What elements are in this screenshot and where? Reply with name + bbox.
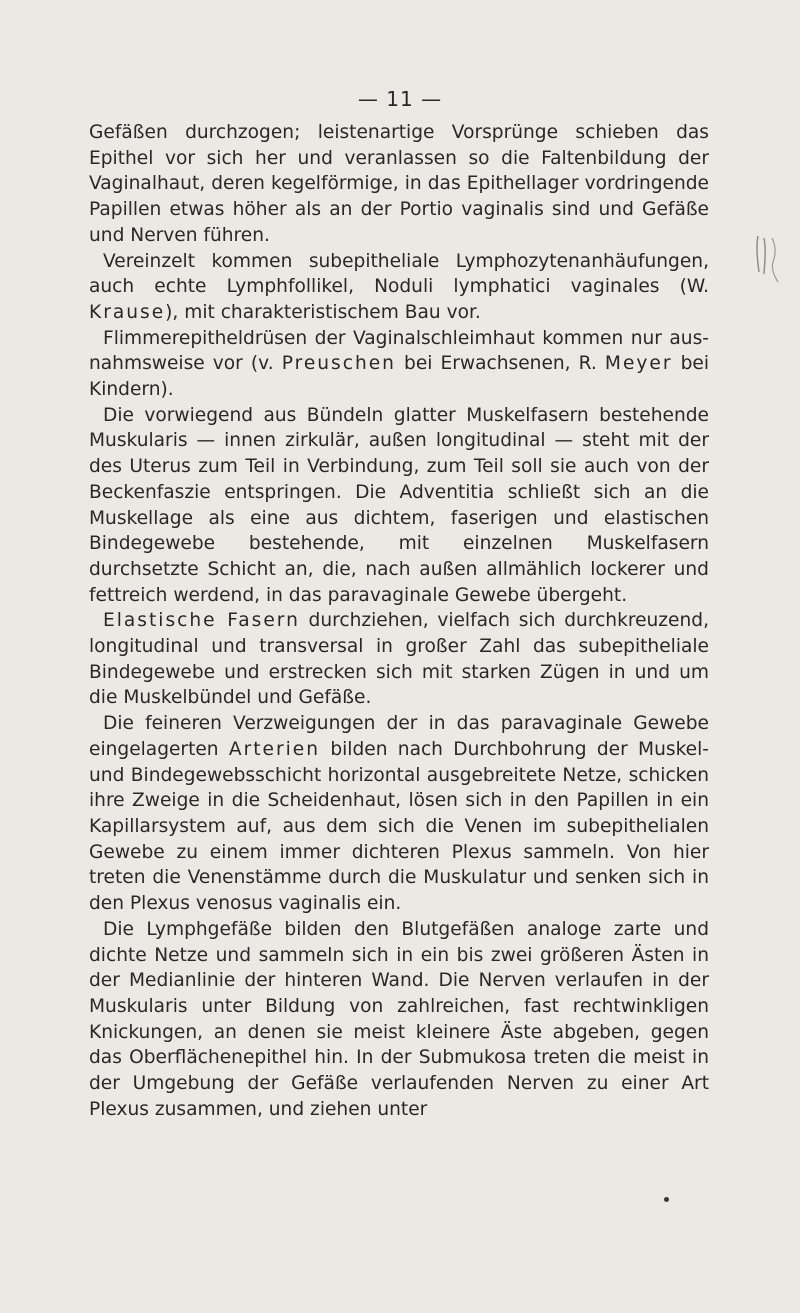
body-text (89, 120, 709, 1122)
paragraph: Vereinzelt kommen subepitheliale Lymphozytenanhäufungen, auch echte Lymphfollikel, Noduli lymphatici vaginales (W. Krause), mit charakteristischem Bau vor. (89, 250, 709, 323)
paragraph: Flimmerepitheldrüsen der Vaginalschleimhaut kommen nur ausnahmsweise vor (v. Preuschen bei Erwachsenen, R. Meyer bei Kindern). (89, 327, 709, 401)
paragraph: Elastische Fasern durchziehen, vielfach sich durchkreuzend, longitudinal und transversal in großer Zahl das subepitheliale Bindegewebe und erstrecken sich mit starken Zügen in und um die Muskelbündel und Gefäße. (89, 610, 709, 709)
paragraph: Die Lymphgefäße bilden den Blutgefäßen analoge zarte und dichte Netze und sammeln sich in ein bis zwei größeren Ästen in der Medianlinie der hinteren Wand. Die Nerven verlaufen in der Muskularis unter Bildung von zahlreichen, fast rechtwinkligen Knickungen, an denen sie meist kleinere Äste abgeben, gegen das Oberflächenepithel hin. In der Submukosa treten die meist in der Umgebung der Gefäße verlaufenden Nerven zu einer Art Plexus zusammen, und ziehen unter (89, 918, 709, 1120)
ink-speck (664, 1197, 669, 1202)
paragraph: Die feineren Verzweigungen der in das paravaginale Gewebe eingelagerten Arterien bilden nach Durchbohrung der Muskel- und Bindegewebsschicht horizontal ausgebreitete Netze, schicken ihre Zweige in die Scheidenhaut, lösen sich in den Papillen in ein Kapillarsystem auf, aus dem sich die Venen im subepithelialen Gewebe zu einem immer dichteren Plexus sammeln. Von hier treten die Venenstämme durch die Muskulatur und senken sich in den Plexus venosus vaginalis ein. (89, 713, 709, 915)
paragraph: Gefäßen durchzogen; leistenartige Vorsprünge schieben das Epithel vor sich her und veranlassen so die Faltenbildung der Vaginalhaut, deren kegelförmige, in das Epithellager vordringende Papillen etwas höher als an der Portio vaginalis sind und Gefäße und Nerven führen. (89, 122, 709, 246)
margin-pencil-mark (752, 232, 784, 288)
page-number: — 11 — (357, 87, 443, 111)
paragraph: Die vorwiegend aus Bündeln glatter Muskelfasern bestehende Muskularis — innen zirkulär, außen longitudinal — steht mit der des Uterus zum Teil in Verbindung, zum Teil soll sie auch von der Beckenfaszie entspringen. Die Adventitia schließt sich an die Muskellage als eine aus dichtem, faserigen und elastischen Bindegewebe bestehende, mit einzelnen Muskelfasern durchsetzte Schicht an, die, nach außen allmählich lockerer und fettreich werdend, in das paravaginale Gewebe übergeht. (89, 404, 709, 606)
